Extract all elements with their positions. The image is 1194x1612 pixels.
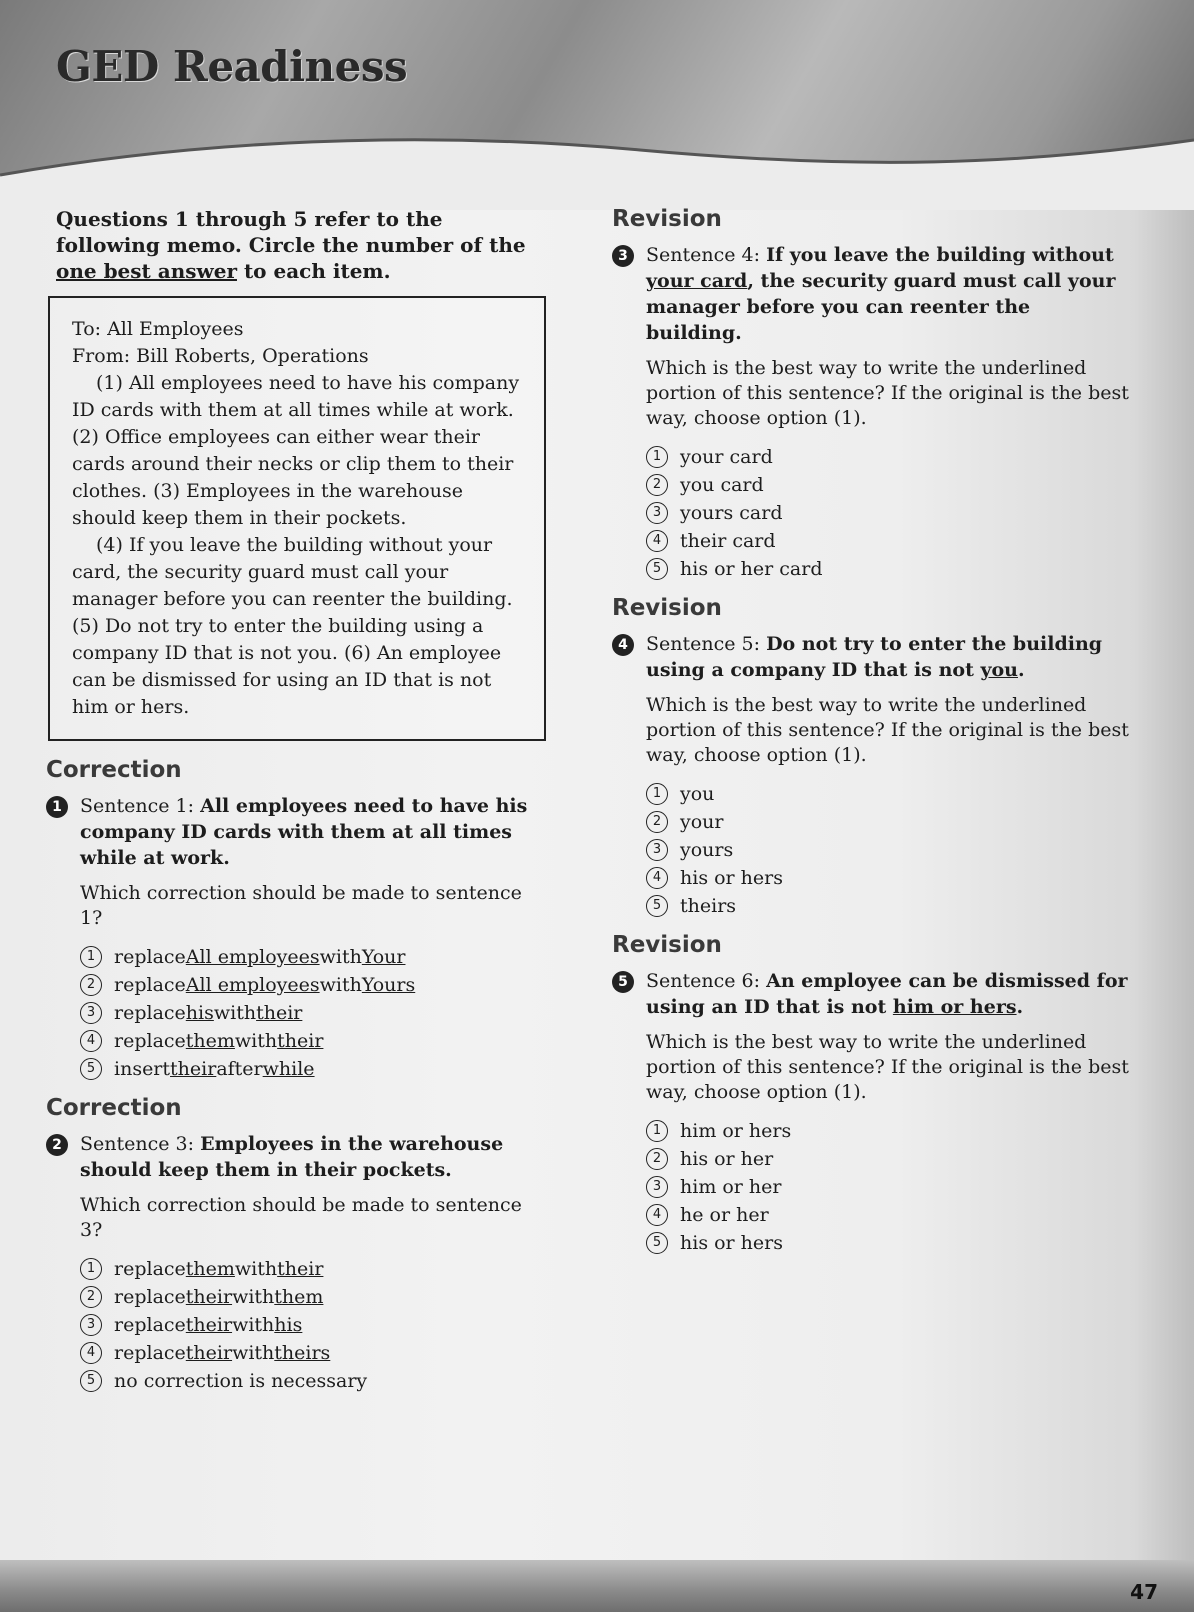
question-5: [612, 932, 1132, 1257]
option-number-circle[interactable]: 2: [646, 474, 668, 496]
option-number-circle[interactable]: 2: [80, 1286, 102, 1308]
answer-option-2[interactable]: 2 replace their with them: [80, 1283, 546, 1311]
memo-from: From: Bill Roberts, Operations: [72, 345, 369, 367]
answer-option-5[interactable]: 5 no correction is necessary: [80, 1367, 546, 1395]
question-3: [612, 206, 1132, 583]
answer-option-5[interactable]: 5 his or hers: [646, 1229, 1132, 1257]
memo-to: To: All Employees: [72, 318, 244, 340]
section-heading-revision: Revision: [612, 932, 722, 958]
section-heading-revision: Revision: [612, 595, 722, 621]
option-number-circle[interactable]: 1: [80, 1258, 102, 1280]
right-column: [612, 206, 1132, 1269]
option-number-circle[interactable]: 3: [80, 1314, 102, 1336]
option-number-circle[interactable]: 5: [80, 1058, 102, 1080]
answer-option-3[interactable]: 3 replace his with their: [80, 999, 546, 1027]
option-number-circle[interactable]: 4: [646, 530, 668, 552]
answer-options: [646, 780, 1132, 920]
section-heading-correction: Correction: [46, 1095, 182, 1121]
memo-paragraph-1: (1) All employees need to have his company ID cards with them at all times while at work. (2) Office employees can either wear their cards around their necks or clip them to their clothes. (3) Employees in the warehouse should keep them in their pockets.: [72, 372, 520, 529]
question-number-badge: 5: [612, 971, 634, 993]
section-heading-revision: Revision: [612, 206, 722, 232]
answer-option-5[interactable]: 5 his or her card: [646, 555, 1132, 583]
answer-option-5[interactable]: 5 theirs: [646, 892, 1132, 920]
option-number-circle[interactable]: 2: [646, 1148, 668, 1170]
question-4: [612, 595, 1132, 920]
option-number-circle[interactable]: 5: [646, 1232, 668, 1254]
option-number-circle[interactable]: 4: [646, 867, 668, 889]
answer-options: [80, 1255, 546, 1395]
question-sentence: Sentence 4: If you leave the building without your card, the security guard must call your manager before you can reenter the building.: [646, 244, 1116, 344]
answer-option-3[interactable]: 3 replace their with his: [80, 1311, 546, 1339]
answer-option-2[interactable]: 2 replace All employees with Yours: [80, 971, 546, 999]
question-number-badge: 4: [612, 634, 634, 656]
header-banner: [0, 0, 1194, 190]
question-prompt: Which is the best way to write the underlined portion of this sentence? If the original is the best way, choose option (1).: [646, 1031, 1129, 1103]
option-number-circle[interactable]: 1: [80, 946, 102, 968]
option-number-circle[interactable]: 1: [646, 446, 668, 468]
question-sentence: Sentence 3: Employees in the warehouse should keep them in their pockets.: [80, 1133, 504, 1181]
question-sentence: Sentence 1: All employees need to have his company ID cards with them at all times while at work.: [80, 795, 528, 869]
answer-option-1[interactable]: 1 replace them with their: [80, 1255, 546, 1283]
header-wave-decoration: [0, 120, 1194, 210]
option-number-circle[interactable]: 5: [80, 1370, 102, 1392]
question-prompt: Which correction should be made to sentence 1?: [80, 882, 522, 929]
answer-option-2[interactable]: 2 you card: [646, 471, 1132, 499]
answer-option-1[interactable]: 1 replace All employees with Your: [80, 943, 546, 971]
answer-option-2[interactable]: 2 your: [646, 808, 1132, 836]
memo-paragraph-2: (4) If you leave the building without your card, the security guard must call your manager before you can reenter the building. (5) Do not try to enter the building using a company ID that is not you. (6) An employee can be dismissed for using an ID that is not him or hers.: [72, 534, 513, 718]
option-number-circle[interactable]: 4: [80, 1342, 102, 1364]
question-sentence: Sentence 6: An employee can be dismissed for using an ID that is not him or hers.: [646, 970, 1128, 1018]
answer-option-1[interactable]: 1 you: [646, 780, 1132, 808]
option-number-circle[interactable]: 2: [80, 974, 102, 996]
instructions: Questions 1 through 5 refer to the following memo. Circle the number of the one best answer to each item.: [56, 207, 526, 283]
answer-option-1[interactable]: 1 him or hers: [646, 1117, 1132, 1145]
answer-option-5[interactable]: 5 insert their after while: [80, 1055, 546, 1083]
answer-option-4[interactable]: 4 his or hers: [646, 864, 1132, 892]
question-number-badge: 2: [46, 1134, 68, 1156]
left-column: [46, 206, 546, 1407]
question-prompt: Which is the best way to write the underlined portion of this sentence? If the original is the best way, choose option (1).: [646, 357, 1129, 429]
answer-option-3[interactable]: 3 him or her: [646, 1173, 1132, 1201]
answer-option-3[interactable]: 3 yours: [646, 836, 1132, 864]
answer-options: [646, 443, 1132, 583]
option-number-circle[interactable]: 4: [646, 1204, 668, 1226]
memo-box: [48, 296, 546, 741]
footer-band: [0, 1560, 1194, 1612]
question-2: [46, 1095, 546, 1395]
answer-option-2[interactable]: 2 his or her: [646, 1145, 1132, 1173]
page-title: GED Readiness: [56, 42, 408, 91]
option-number-circle[interactable]: 1: [646, 1120, 668, 1142]
answer-option-4[interactable]: 4 their card: [646, 527, 1132, 555]
question-number-badge: 3: [612, 245, 634, 267]
option-number-circle[interactable]: 3: [646, 502, 668, 524]
answer-option-1[interactable]: 1 your card: [646, 443, 1132, 471]
option-number-circle[interactable]: 2: [646, 811, 668, 833]
option-number-circle[interactable]: 5: [646, 895, 668, 917]
answer-options: [646, 1117, 1132, 1257]
page-number: 47: [1130, 1580, 1158, 1604]
question-prompt: Which correction should be made to sentence 3?: [80, 1194, 522, 1241]
option-number-circle[interactable]: 1: [646, 783, 668, 805]
option-number-circle[interactable]: 3: [646, 839, 668, 861]
section-heading-correction: Correction: [46, 757, 182, 783]
answer-options: [80, 943, 546, 1083]
option-number-circle[interactable]: 5: [646, 558, 668, 580]
answer-option-4[interactable]: 4 he or her: [646, 1201, 1132, 1229]
question-number-badge: 1: [46, 796, 68, 818]
question-sentence: Sentence 5: Do not try to enter the building using a company ID that is not you.: [646, 633, 1103, 681]
option-number-circle[interactable]: 3: [646, 1176, 668, 1198]
question-prompt: Which is the best way to write the underlined portion of this sentence? If the original is the best way, choose option (1).: [646, 694, 1129, 766]
answer-option-4[interactable]: 4 replace their with theirs: [80, 1339, 546, 1367]
answer-option-4[interactable]: 4 replace them with their: [80, 1027, 546, 1055]
question-1: [46, 757, 546, 1083]
answer-option-3[interactable]: 3 yours card: [646, 499, 1132, 527]
option-number-circle[interactable]: 4: [80, 1030, 102, 1052]
option-number-circle[interactable]: 3: [80, 1002, 102, 1024]
